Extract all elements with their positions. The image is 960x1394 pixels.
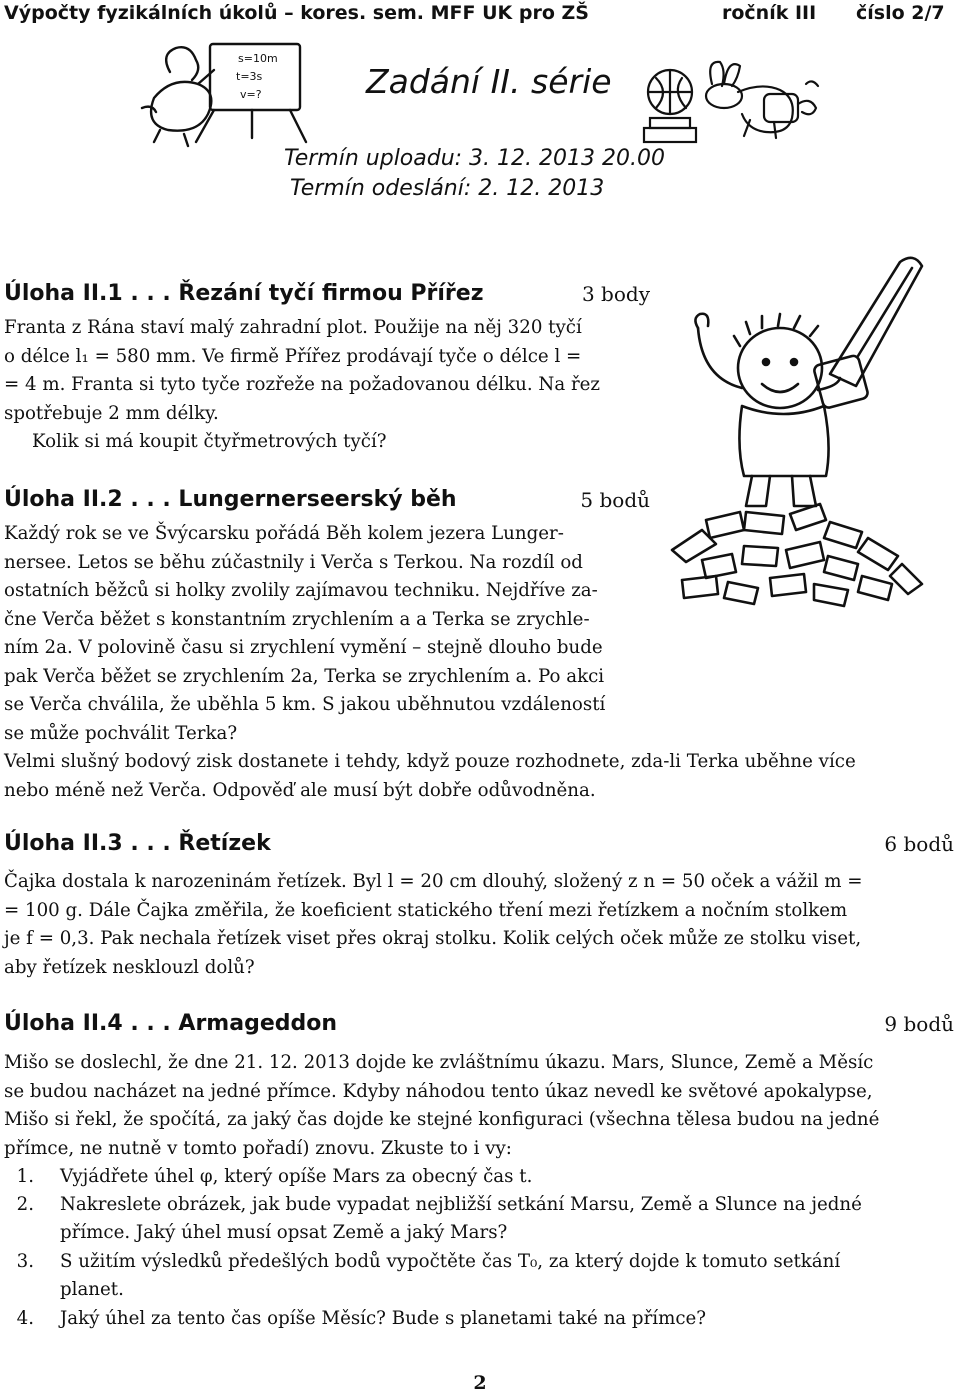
task-2-note-line: nebo méně než Verča. Odpověď ale musí být dobře odůvodněna. [4, 779, 596, 801]
task-2-text [4, 520, 650, 748]
task-4-heading: Úloha II.4 . . . Armageddon [4, 1011, 338, 1036]
running-header-year: ročník III [722, 2, 817, 24]
page-number: 2 [473, 1372, 487, 1394]
list-item-line: Nakreslete obrázek, jak bude vypadat nejbližší setkání Marsu, Země a Slunce na jedné [60, 1194, 862, 1215]
task-3-text [4, 868, 956, 982]
task-1-question: Kolik si má koupit čtyřmetrových tyčí? [32, 431, 387, 452]
list-item-line: S užitím výsledků předešlých bodů vypočtěte čas T₀, za který dojde k tomuto setkání [60, 1251, 841, 1272]
task-2-line: ostatních běžců si holky zvolily zajímavou techniku. Nejdříve za- [4, 580, 598, 601]
task-1-heading: Úloha II.1 . . . Řezání tyčí firmou Přířez [4, 281, 484, 306]
running-header-issue: číslo 2/7 [856, 2, 945, 24]
task-2-line: se Verča chválila, že uběhla 5 km. S jakou uběhnutou vzdáleností [4, 694, 606, 715]
list-item-line: Jaký úhel za tento čas opíše Měsíc? Bude s planetami také na přímce? [60, 1308, 707, 1329]
task-2-line: se může pochválit Terka? [4, 722, 238, 744]
task-1-line: = 4 m. Franta si tyto tyče rozřeže na požadovanou délku. Na řez [4, 374, 600, 395]
task-2-points: 5 bodů [580, 488, 650, 512]
list-item-line: přímce. Jaký úhel musí opsat Země a jaký Mars? [60, 1222, 508, 1243]
task-1-line: spotřebuje 2 mm délky. [4, 402, 219, 424]
task-2-line: Každý rok se ve Švýcarsku pořádá Běh kolem jezera Lunger- [4, 523, 564, 544]
task-2-line: nersee. Letos se běhu zúčastnily i Verča s Terkou. Na rozdíl od [4, 551, 583, 573]
task-2-line: čne Verča běžet s konstantním zrychlením a a Terka se zrychle- [4, 608, 590, 630]
running-header-left: Výpočty fyzikálních úkolů – kores. sem. MFF UK pro ZŠ [4, 2, 589, 24]
task-3-line: = 100 g. Dále Čajka změřila, že koeficient statického tření mezi řetízkem a nočním stolkem [4, 899, 848, 921]
rabbit-illustration [694, 54, 824, 142]
blackboard-line-1: s=10m [238, 52, 278, 65]
task-4-line: Mišo se doslechl, že dne 21. 12. 2013 dojde ke zvláštnímu úkazu. Mars, Slunce, Země a Měsíc [4, 1052, 874, 1073]
list-item-number: 3. [16, 1251, 34, 1272]
list-item-number: 4. [16, 1308, 34, 1329]
list-item-number: 2. [16, 1194, 34, 1215]
task-1-line: o délce l₁ = 580 mm. Ve firmě Přířez prodávají tyče o délce l = [4, 345, 582, 367]
list-item [10, 1191, 956, 1248]
task-1-points: 3 body [581, 282, 650, 306]
task-4-line: se budou nacházet na jedné přímce. Kdyby náhodou tento úkaz nevedl ke světové apokalypse, [4, 1080, 873, 1102]
task-1-text [4, 314, 650, 457]
task-2-line: pak Verča běžet se zrychlením 2a, Terka se zrychlením a. Po akci [4, 665, 605, 687]
task-3-line: je f = 0,3. Pak nechala řetízek viset přes okraj stolku. Kolik celých oček může ze stolku viset, [4, 928, 862, 949]
task-4-points: 9 bodů [884, 1012, 954, 1036]
upload-deadline: Termín uploadu: 3. 12. 2013 20.00 [284, 146, 665, 171]
list-item [10, 1163, 956, 1191]
task-4-line: přímce, ne nutně v tomto pořadí) znovu. Zkuste to i vy: [4, 1137, 512, 1159]
task-1-line: Franta z Rána staví malý zahradní plot. Použije na něj 320 tyčí [4, 317, 582, 338]
task-4-line: Mišo si řekl, že spočítá, za jaký čas dojde ke stejné konfiguraci (všechna tělesa budou na jedné [4, 1109, 880, 1130]
chainsaw-boy-illustration [662, 250, 952, 610]
task-3-line: Čajka dostala k narozeninám řetízek. Byl l = 20 cm dlouhý, složený z n = 50 oček a vážil m = [4, 871, 863, 892]
list-item [10, 1305, 956, 1333]
list-item-line: Vyjádřete úhel φ, který opíše Mars za obecný čas t. [60, 1166, 533, 1187]
list-item-line: planet. [60, 1279, 124, 1300]
task-2-heading: Úloha II.2 . . . Lungernerseerský běh [4, 487, 457, 512]
send-deadline: Termín odeslání: 2. 12. 2013 [290, 176, 605, 201]
blackboard-line-2: t=3s [236, 70, 263, 83]
task-2-note-line: Velmi slušný bodový zisk dostanete i tehdy, když pouze rozhodnete, zda-li Terka uběhne více [4, 751, 856, 772]
task-2-line: ním 2a. V polovině času si zrychlení vymění – stejně dlouho bude [4, 637, 603, 658]
task-3-line: aby řetízek nesklouzl dolů? [4, 956, 255, 978]
task-4-text [4, 1049, 956, 1163]
task-3-points: 6 bodů [884, 832, 954, 856]
list-item-number: 1. [16, 1166, 34, 1187]
blackboard-line-3: v=? [240, 88, 262, 101]
task-3-heading: Úloha II.3 . . . Řetízek [4, 831, 271, 856]
task-2-note [4, 748, 956, 805]
teacher-blackboard-illustration [140, 38, 320, 148]
list-item [10, 1248, 956, 1305]
page-title: Zadání II. série [366, 62, 612, 101]
